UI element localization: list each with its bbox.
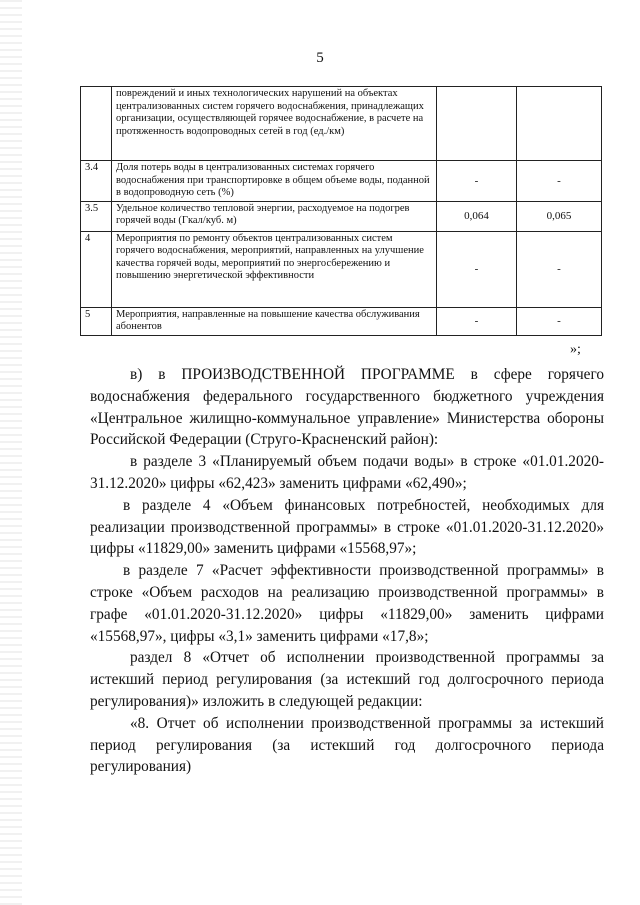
row-number (81, 87, 112, 161)
row-value-2: 0,065 (517, 201, 602, 231)
row-number: 3.5 (81, 201, 112, 231)
scan-edge-artifact (0, 0, 22, 905)
table-row (81, 231, 602, 307)
row-description: Удельное количество тепловой энергии, расходуемое на подогрев горячей воды (Гкал/куб. м) (112, 201, 437, 231)
row-number: 3.4 (81, 161, 112, 202)
paragraph-section-7: в разделе 7 «Расчет эффективности производственной программы» в строке «Объем расходов на реализацию производственной программы» в графе «01.01.2020-31.12.2020» цифры «11829,00» заменить цифрами «15568,97», цифры «3,1» заменить цифрами «17,8»; (90, 562, 604, 645)
row-value-1: - (437, 161, 517, 202)
table-row (81, 201, 602, 231)
row-value-2: - (517, 161, 602, 202)
row-number: 4 (81, 231, 112, 307)
paragraph-section-3: в разделе 3 «Планируемый объем подачи воды» в строке «01.01.2020-31.12.2020» цифры «62,423» заменить цифрами «62,490»; (90, 453, 604, 492)
paragraph-section-8-heading: «8. Отчет об исполнении производственной программы за истекший период регулирования (за истекший год долгосрочного периода регулирования) (90, 714, 604, 776)
table-row (81, 307, 602, 335)
page-number: 5 (316, 50, 324, 66)
row-value-2 (517, 87, 602, 161)
table-row (81, 87, 602, 161)
row-description: Мероприятия, направленные на повышение качества обслуживания абонентов (112, 307, 437, 335)
row-value-1: - (437, 307, 517, 335)
row-value-2: - (517, 231, 602, 307)
paragraph-intro: в) в ПРОИЗВОДСТВЕННОЙ ПРОГРАММЕ в сфере горячего водоснабжения федерального государственного бюджетного учреждения «Центральное жилищно-коммунальное управление» Министерства обороны Российской Федерации (Стругo-Красненский район): (90, 366, 604, 449)
row-value-2: - (517, 307, 602, 335)
row-description: Мероприятия по ремонту объектов централизованных систем горячего водоснабжения, мероприятий, направленных на улучшение качества горячей воды, мероприятий по энергосбережению и повышению энергетической эффективности (112, 231, 437, 307)
paragraph-section-4: в разделе 4 «Объем финансовых потребностей, необходимых для реализации производственной программы» в строке «01.01.2020-31.12.2020» цифры «11829,00» заменить цифрами «15568,97»; (90, 496, 604, 558)
row-description: Доля потерь воды в централизованных системах горячего водоснабжения при транспортировке в общем объеме воды, поданной в водопроводную сеть (%) (112, 161, 437, 202)
row-value-1: 0,064 (437, 201, 517, 231)
row-description: повреждений и иных технологических нарушений на объектах централизованных систем горячего водоснабжения, принадлежащих организации, осуществляющей горячее водоснабжение, в расчете на протяженность водопроводных сетей в год (ед./км) (112, 87, 437, 161)
paragraph-section-8: раздел 8 «Отчет об исполнении производственной программы за истекший период регулирования (за истекший год долгосрочного периода регулирования)» изложить в следующей редакции: (90, 649, 604, 710)
row-number: 5 (81, 307, 112, 335)
table-closing-quote: »; (570, 342, 581, 357)
row-value-1 (437, 87, 517, 161)
indicators-table (80, 86, 602, 336)
document-body (90, 364, 604, 778)
table-row (81, 161, 602, 202)
row-value-1: - (437, 231, 517, 307)
